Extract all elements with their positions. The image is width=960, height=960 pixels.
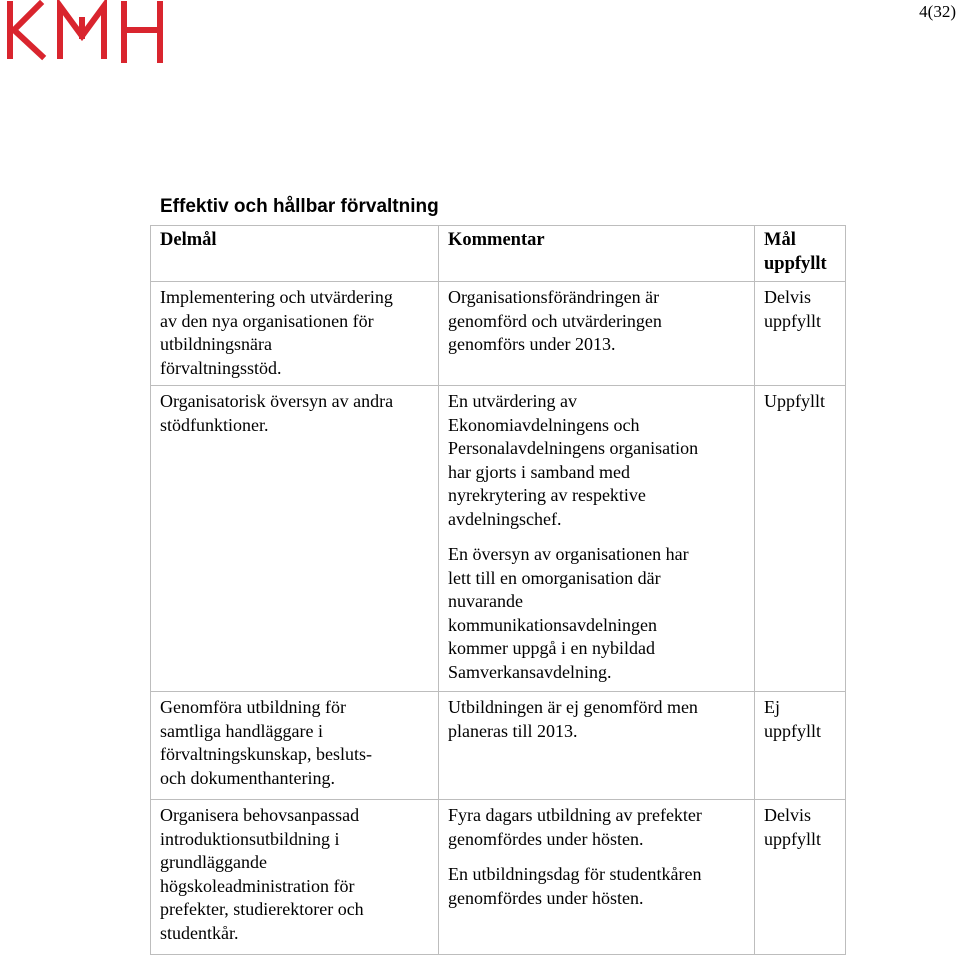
table-row — [151, 386, 846, 692]
kommentar-cell — [439, 692, 755, 800]
kommentar-text: En utvärdering av Ekonomiavdelningens och Personalavdelningens organisation har gjorts i samband med nyrekrytering av respektive avdelningschef. — [448, 391, 699, 529]
status-text: Delvis uppfyllt — [764, 287, 821, 331]
status-cell — [755, 800, 846, 955]
delmal-text: Organisatorisk översyn av andra stödfunktioner. — [160, 391, 394, 435]
delmal-cell — [151, 386, 439, 692]
header-delmal: Delmål — [151, 226, 439, 282]
kommentar-cell — [439, 386, 755, 692]
delmal-text: Implementering och utvärdering av den nya organisationen för utbildningsnära förvaltningsstöd. — [160, 287, 393, 378]
status-cell — [755, 692, 846, 800]
kommentar-text: En utbildningsdag för studentkåren genomfördes under hösten. — [448, 864, 702, 908]
kommentar-text: Fyra dagars utbildning av prefekter genomfördes under hösten. — [448, 805, 702, 849]
table-row — [151, 692, 846, 800]
goals-table — [150, 225, 846, 955]
kommentar-text: Organisationsförändringen är genomförd och utvärderingen genomförs under 2013. — [448, 287, 662, 354]
section-title: Effektiv och hållbar förvaltning — [160, 196, 439, 217]
delmal-text: Genomföra utbildning för samtliga handläggare i förvaltningskunskap, besluts- och dokumenthantering. — [160, 697, 372, 788]
kommentar-text: En översyn av organisationen har lett till en omorganisation där nuvarande kommunikationsavdelningen kommer uppgå i en nybildad Samverkansavdelning. — [448, 544, 689, 682]
header-mal-uppfyllt-label: Mål uppfyllt — [764, 230, 827, 274]
delmal-cell — [151, 800, 439, 955]
page-number: 4(32) — [919, 2, 956, 21]
delmal-cell — [151, 692, 439, 800]
kommentar-cell — [439, 282, 755, 386]
status-text: Uppfyllt — [764, 391, 825, 411]
delmal-text: Organisera behovsanpassad introduktionsutbildning i grundläggande högskoleadministration för prefekter, studierektorer och studentkår. — [160, 805, 364, 943]
status-cell — [755, 386, 846, 692]
status-text: Delvis uppfyllt — [764, 805, 821, 849]
header-kommentar: Kommentar — [439, 226, 755, 282]
header-mal-uppfyllt — [755, 226, 846, 282]
status-cell — [755, 282, 846, 386]
kmh-logo-mark — [4, 0, 164, 64]
kommentar-text: Utbildningen är ej genomförd men planeras till 2013. — [448, 697, 698, 741]
status-text: Ej uppfyllt — [764, 697, 821, 741]
table-row — [151, 282, 846, 386]
delmal-cell — [151, 282, 439, 386]
kmh-logo — [4, 0, 164, 64]
table-header-row — [151, 226, 846, 282]
table-row — [151, 800, 846, 955]
kommentar-cell — [439, 800, 755, 955]
